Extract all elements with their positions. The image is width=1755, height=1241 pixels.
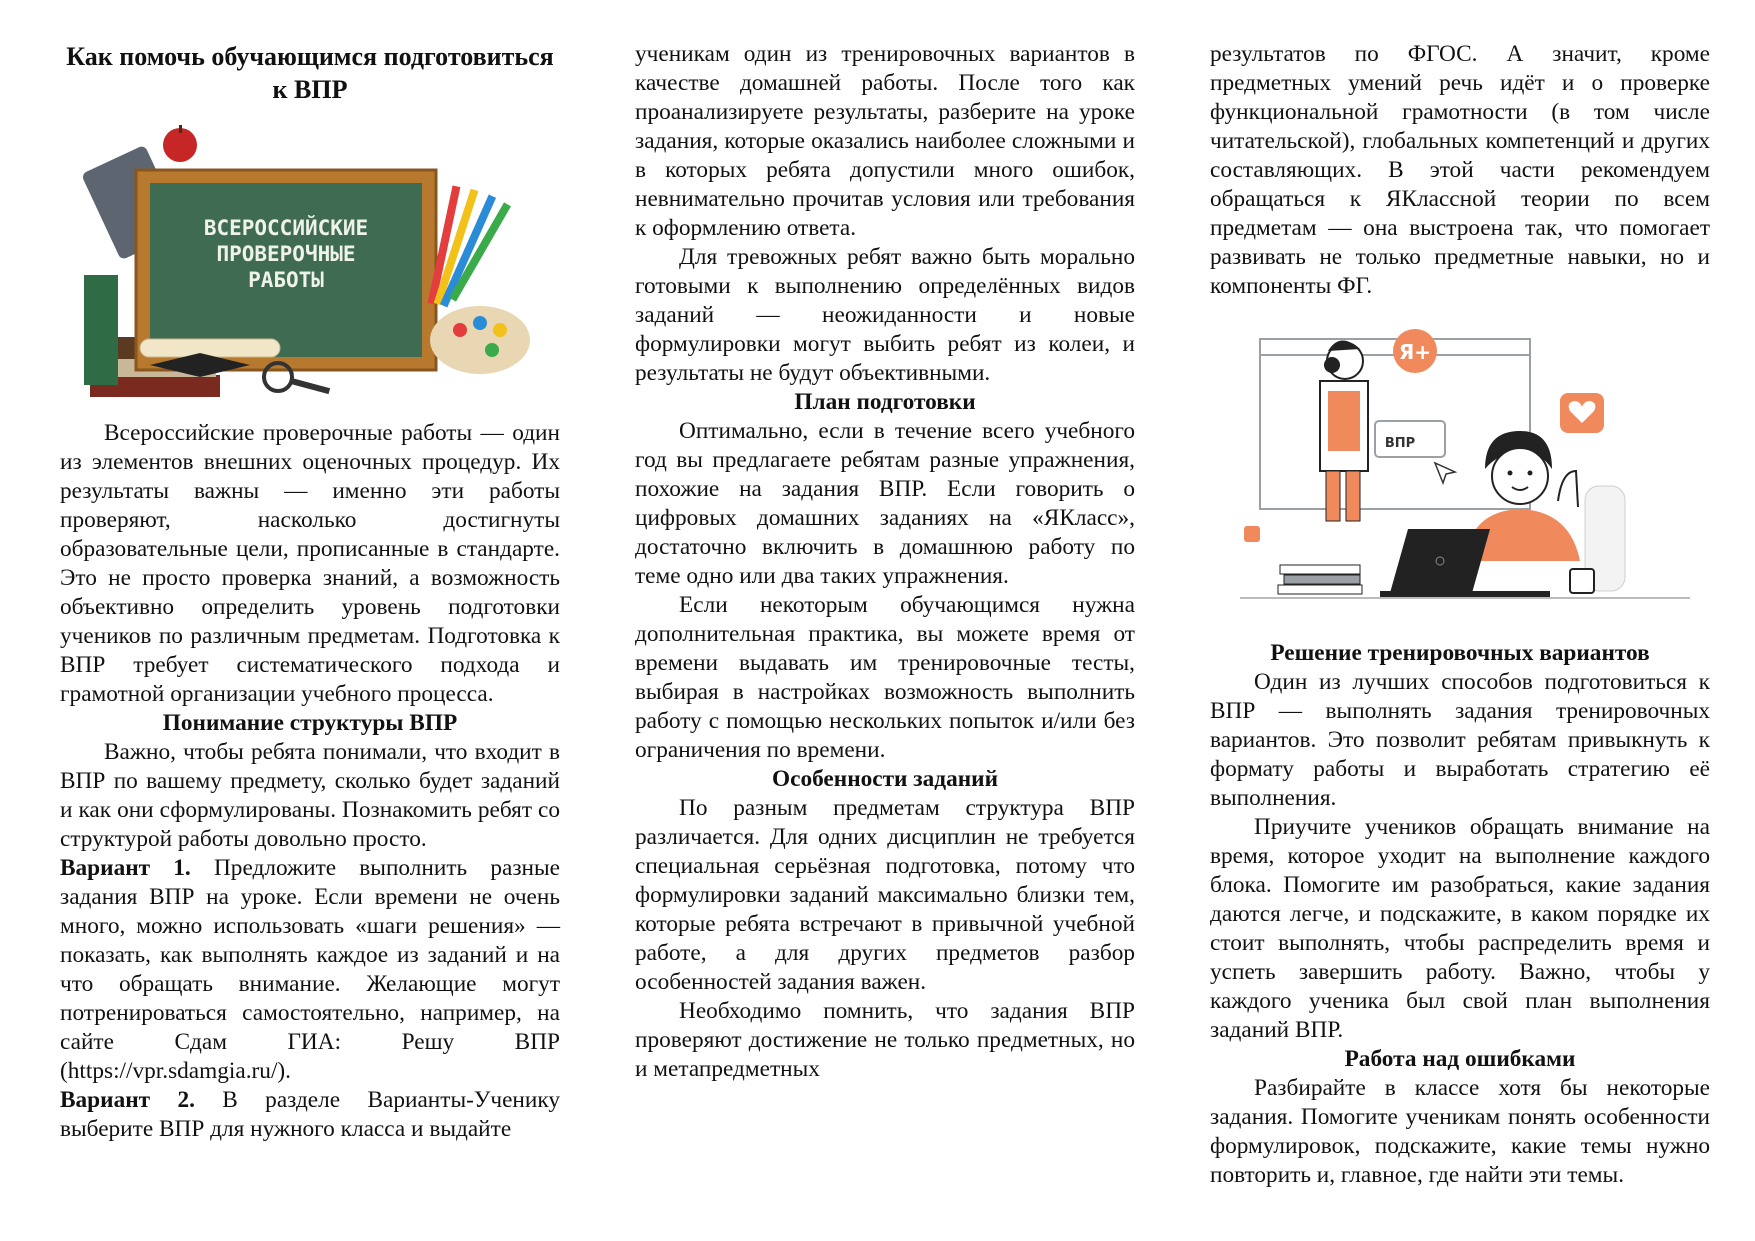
variant-1-text: Предложите выполнить разные задания ВПР на уроке. Если времени не очень много, можно использовать «шаги решения» — показать, как выполнять каждое из заданий и на что обращать внимание. Желающие могут потренироваться самостоятельно, например, на сайте Сдам ГИА: Решу ВПР (https://vpr.sdamgia.ru/). — [60, 855, 560, 1084]
teacher-student-illustration — [1240, 321, 1690, 639]
column-2 — [635, 40, 1135, 1084]
heading-features: Особенности заданий — [771, 766, 999, 792]
training-paragraph-1: Один из лучших способов подготовиться к ВПР — выполнять задания тренировочных вариантов. Это позволит ребятам привыкнуть к формату работы и выработать стратегию её выполнения. — [1210, 669, 1710, 811]
cursor-icon — [1435, 463, 1455, 483]
structure-paragraph: Важно, чтобы ребята понимали, что входит в ВПР по вашему предмету, сколько будет заданий и как они сформулированы. Познакомить ребят со структурой работы довольно просто. — [60, 739, 560, 852]
variant-2-paragraph — [60, 1086, 560, 1144]
chalkboard-text-1: ВСЕРОССИЙСКИЕ — [203, 216, 369, 240]
variant-1-label: Вариант 1. — [60, 855, 191, 881]
fgos-paragraph: результатов по ФГОС. А значит, кроме предметных умений речь идёт и о проверке функциональной грамотности (в том числе читательской), глобальных компетенций и других составляющих. В этой части рекомендуем обращаться к ЯКлассной теории по всем предметам — она выстроена так, что помогает развивать не только предметные навыки, но и компоненты ФГ. — [1210, 41, 1710, 299]
plan-paragraph-2: Если некоторым обучающимся нужна дополнительная практика, вы можете время от времени выдавать им тренировочные тесты, выбирая в настройках возможность выполнить работу с помощью нескольких попыток и/или без ограничения по времени. — [635, 592, 1135, 763]
variant-1-paragraph — [60, 854, 560, 1086]
variant-2-label: Вариант 2. — [60, 1087, 195, 1113]
homework-paragraph: ученикам один из тренировочных вариантов в качестве домашней работы. После того как проанализируете результаты, разберите на уроке задания, которые оказались наиболее сложными и в которых ребята допустили много ошибок, невнимательно прочитав условия или требования к оформлению ответа. — [635, 41, 1135, 241]
anxious-paragraph: Для тревожных ребят важно быть морально готовыми к выполнению определённых видов заданий — неожиданности и новые формулировки могут выбить ребят из колеи, и результаты не будут объективными. — [635, 244, 1135, 386]
chalkboard-text-3: РАБОТЫ — [248, 268, 324, 292]
heading-training: Решение тренировочных вариантов — [1270, 640, 1650, 666]
page-title: Как помочь обучающимся подготовиться к ВПР — [66, 42, 554, 104]
features-paragraph-1: По разным предметам структура ВПР различается. Для одних дисциплин не требуется специальная серьёзная подготовка, потому что формулировки заданий максимально близки тем, которые ребята встречают в привычной учебной работе, а для других предметов разбор особенностей задания важен. — [635, 795, 1135, 995]
features-paragraph-2: Необходимо помнить, что задания ВПР проверяют достижение не только предметных, но и метапредметных — [635, 998, 1135, 1082]
column-1 — [60, 40, 560, 1144]
chalkboard-text-2: ПРОВЕРОЧНЫЕ — [216, 242, 356, 266]
intro-paragraph: Всероссийские проверочные работы — один из элементов внешних оценочных процедур. Их результаты важны — именно эти работы проверяют, насколько достигнуты образовательные цели, прописанные в стандарте. Это не просто проверка знаний, а возможность объективно определить уровень подготовки учеников по различным предметам. Подготовка к ВПР требует систематического подхода и грамотной организации учебного процесса. — [60, 420, 560, 707]
heading-structure: Понимание структуры ВПР — [162, 710, 458, 736]
plan-paragraph-1: Оптимально, если в течение всего учебного год вы предлагаете ребятам разные упражнения, похожие на задания ВПР. Если говорить о цифровых домашних заданиях на «ЯКласс», достаточно включить в домашнюю работу по теме одно или два таких упражнения. — [635, 418, 1135, 589]
variant-2-text: В разделе Варианты-Ученику выберите ВПР для нужного класса и выдайте — [60, 1087, 560, 1142]
chalkboard-illustration — [80, 125, 540, 413]
column-3 — [1210, 40, 1710, 1190]
training-paragraph-2: Приучите учеников обращать внимание на время, которое уходит на выполнение каждого блока. Помогите им разобраться, какие задания даются легче, и подскажите, в каком порядке их стоит выполнять, чтобы распределить время и успеть завершить работу. Важно, чтобы у каждого ученика был свой план выполнения заданий ВПР. — [1210, 814, 1710, 1043]
vpr-card-text: ВПР — [1384, 436, 1416, 451]
heading-errors: Работа над ошибками — [1344, 1046, 1576, 1072]
heading-plan: План подготовки — [794, 389, 976, 415]
yaplus-badge-text: Я+ — [1398, 340, 1432, 364]
errors-paragraph: Разбирайте в классе хотя бы некоторые задания. Помогите ученикам понять особенности формулировок, подскажите, какие темы нужно повторить и, главное, где найти эти темы. — [1210, 1075, 1710, 1188]
